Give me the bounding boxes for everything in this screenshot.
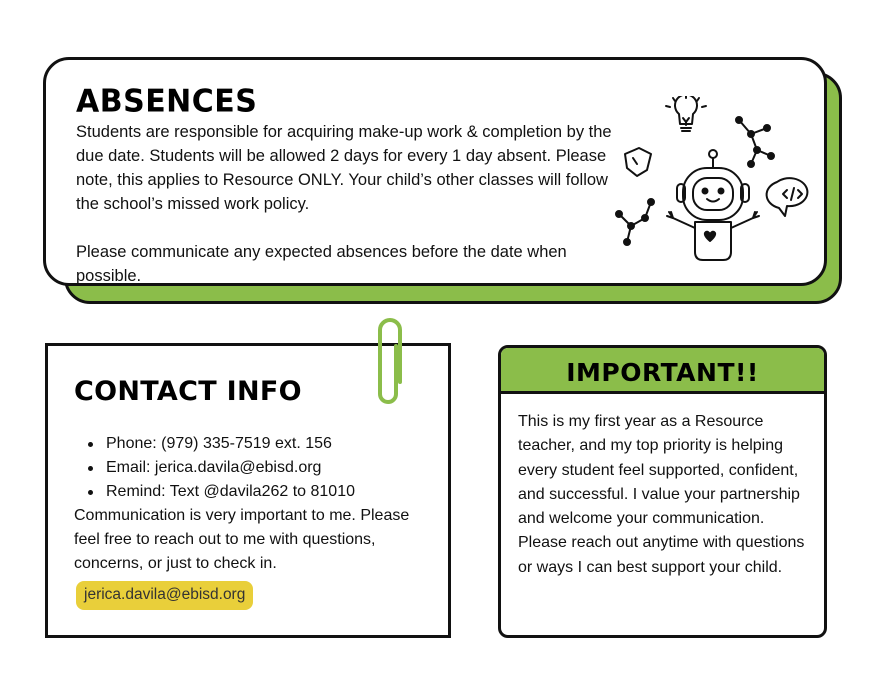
important-header [501, 348, 824, 394]
absences-paragraph-1: Students are responsible for acquiring make-up work & completion by the due date. Students will be allowed 2 days for every 1 day absent. Please note, this applies to Resource ONLY. Your child’s other classes will follow the school’s missed work policy. [76, 123, 612, 213]
contact-phone-item: Phone: (979) 335-7519 ext. 156 [102, 432, 355, 456]
important-card [498, 345, 827, 638]
contact-paragraph: Communication is very important to me. Please feel free to reach out to me with questions, concerns, or just to check in. [74, 507, 410, 572]
lightbulb-icon [666, 96, 706, 131]
contact-title: CONTACT INFO [74, 376, 302, 407]
email-link-badge[interactable]: jerica.davila@ebisd.org [76, 581, 253, 610]
network-nodes-icon [736, 117, 774, 167]
paperclip-icon [374, 316, 404, 406]
absences-body [76, 120, 616, 288]
contact-remind-item: Remind: Text @davila262 to 81010 [102, 480, 355, 504]
robot-illustration-icon [611, 96, 816, 271]
absences-paragraph-2: Please communicate any expected absences before the date when possible. [76, 243, 567, 285]
molecule-icon [616, 199, 654, 245]
absences-title: ABSENCES [76, 83, 258, 120]
absences-card [43, 57, 827, 286]
shield-icon [625, 148, 651, 176]
robot-icon [667, 150, 759, 260]
code-bubble-icon [767, 178, 808, 216]
important-body: This is my first year as a Resource teacher, and my top priority is helping every student feel supported, confident, and successful. I value your partnership and welcome your communication. Please reach out anytime with questions or ways I can best support your child. [518, 413, 805, 576]
contact-list [102, 432, 355, 504]
important-title: IMPORTANT!! [566, 358, 759, 387]
contact-email-item: Email: jerica.davila@ebisd.org [102, 456, 355, 480]
